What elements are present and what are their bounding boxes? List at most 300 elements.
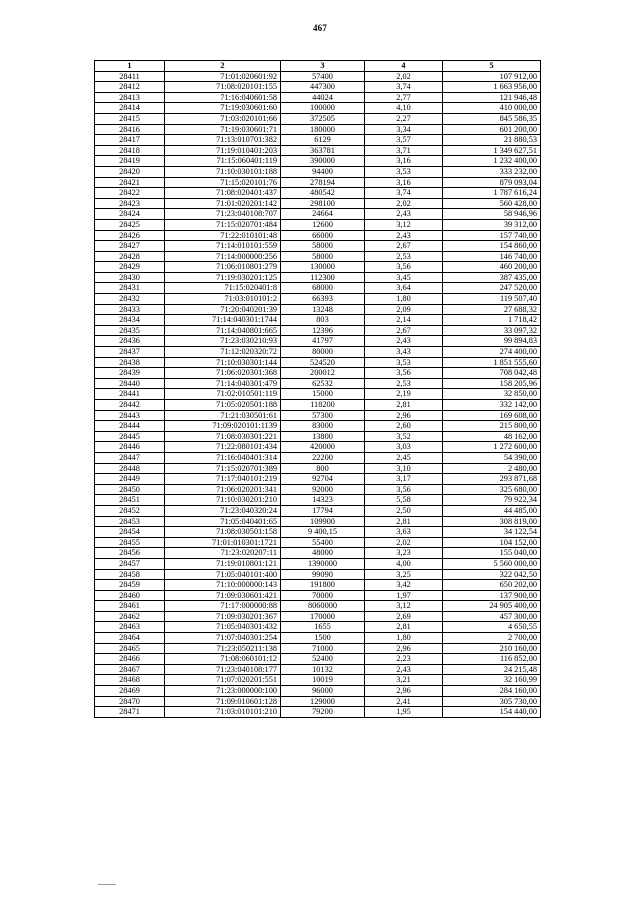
- table-row: [95, 336, 541, 347]
- rate-value: 3,74: [365, 82, 443, 93]
- cadastral-number: 71:08:020401:437: [165, 188, 281, 199]
- rate-value: 2,50: [365, 505, 443, 516]
- area-value: 278194: [281, 177, 365, 188]
- table-row: [95, 82, 541, 93]
- cadastral-number: 71:08:030501:158: [165, 527, 281, 538]
- table-row: [95, 527, 541, 538]
- table-row: [95, 135, 541, 146]
- rate-value: 3,12: [365, 219, 443, 230]
- cost-value: 32 850,00: [443, 389, 541, 400]
- cost-value: 410 000,00: [443, 103, 541, 114]
- table-row: [95, 569, 541, 580]
- rate-value: 3,16: [365, 156, 443, 167]
- table-row: [95, 601, 541, 612]
- rate-value: 2,09: [365, 304, 443, 315]
- area-value: 96000: [281, 686, 365, 697]
- area-value: 70000: [281, 590, 365, 601]
- row-number: 28425: [95, 219, 165, 230]
- cost-value: 24 905 400,00: [443, 601, 541, 612]
- rate-value: 2,96: [365, 410, 443, 421]
- cost-value: 1 663 956,00: [443, 82, 541, 93]
- table-row: [95, 92, 541, 103]
- area-value: 17794: [281, 505, 365, 516]
- row-number: 28464: [95, 633, 165, 644]
- area-value: 803: [281, 315, 365, 326]
- cost-value: 24 215,48: [443, 664, 541, 675]
- cadastral-number: 71:16:040601:58: [165, 92, 281, 103]
- area-value: 170000: [281, 611, 365, 622]
- cadastral-number: 71:15:060401:119: [165, 156, 281, 167]
- area-value: 8060000: [281, 601, 365, 612]
- table-body: [95, 71, 541, 717]
- rate-value: 2,19: [365, 389, 443, 400]
- cadastral-number: 71:15:020701:484: [165, 219, 281, 230]
- table-row: [95, 664, 541, 675]
- cadastral-number: 71:14:040301:1744: [165, 315, 281, 326]
- cadastral-number: 71:19:010401:203: [165, 145, 281, 156]
- area-value: 24664: [281, 209, 365, 220]
- row-number: 28460: [95, 590, 165, 601]
- rate-value: 3,12: [365, 601, 443, 612]
- cadastral-number: 71:19:030601:60: [165, 103, 281, 114]
- cost-value: 1 718,42: [443, 315, 541, 326]
- area-value: 800: [281, 463, 365, 474]
- area-value: 10019: [281, 675, 365, 686]
- area-value: 129000: [281, 696, 365, 707]
- cadastral-number: 71:19:030601:71: [165, 124, 281, 135]
- area-value: 298100: [281, 198, 365, 209]
- row-number: 28461: [95, 601, 165, 612]
- cadastral-number: 71:14:040801:665: [165, 325, 281, 336]
- area-value: 13248: [281, 304, 365, 315]
- table-row: [95, 622, 541, 633]
- table-row: [95, 484, 541, 495]
- table-row: [95, 421, 541, 432]
- cadastral-number: 71:23:020207:11: [165, 548, 281, 559]
- cost-value: 137 900,00: [443, 590, 541, 601]
- rate-value: 2,14: [365, 315, 443, 326]
- cadastral-number: 71:08:020101:155: [165, 82, 281, 93]
- row-number: 28436: [95, 336, 165, 347]
- cadastral-number: 71:19:030201:125: [165, 272, 281, 283]
- row-number: 28453: [95, 516, 165, 527]
- area-value: 1500: [281, 633, 365, 644]
- row-number: 28454: [95, 527, 165, 538]
- table-row: [95, 209, 541, 220]
- area-value: 1655: [281, 622, 365, 633]
- area-value: 66393: [281, 294, 365, 305]
- row-number: 28415: [95, 113, 165, 124]
- cost-value: 308 819,00: [443, 516, 541, 527]
- area-value: 44024: [281, 92, 365, 103]
- table-row: [95, 590, 541, 601]
- cost-value: 116 852,00: [443, 654, 541, 665]
- cadastral-number: 71:12:020320:72: [165, 347, 281, 358]
- table-row: [95, 410, 541, 421]
- area-value: 112300: [281, 272, 365, 283]
- page-number: 467: [312, 23, 328, 33]
- rate-value: 4,10: [365, 103, 443, 114]
- table-row: [95, 71, 541, 82]
- column-header: 1: [95, 61, 165, 72]
- area-value: 100000: [281, 103, 365, 114]
- area-value: 71000: [281, 643, 365, 654]
- rate-value: 2,81: [365, 400, 443, 411]
- cadastral-number: 71:09:030201:367: [165, 611, 281, 622]
- table-row: [95, 198, 541, 209]
- cadastral-number: 71:08:030301:221: [165, 431, 281, 442]
- area-value: 80000: [281, 347, 365, 358]
- row-number: 28445: [95, 431, 165, 442]
- row-number: 28430: [95, 272, 165, 283]
- table-row: [95, 378, 541, 389]
- cost-value: 58 946,96: [443, 209, 541, 220]
- column-header: 5: [443, 61, 541, 72]
- table-row: [95, 124, 541, 135]
- row-number: 28441: [95, 389, 165, 400]
- table-row: [95, 357, 541, 368]
- rate-value: 3,17: [365, 474, 443, 485]
- area-value: 363781: [281, 145, 365, 156]
- table-row: [95, 230, 541, 241]
- table-row: [95, 611, 541, 622]
- area-value: 92704: [281, 474, 365, 485]
- cadastral-number: 71:10:000000:143: [165, 580, 281, 591]
- cost-value: 4 650,55: [443, 622, 541, 633]
- cadastral-number: 71:15:020701:389: [165, 463, 281, 474]
- row-number: 28455: [95, 537, 165, 548]
- table-row: [95, 442, 541, 453]
- rate-value: 2,43: [365, 664, 443, 675]
- area-value: 83000: [281, 421, 365, 432]
- cadastral-number: 71:23:040320:24: [165, 505, 281, 516]
- rate-value: 3,42: [365, 580, 443, 591]
- row-number: 28446: [95, 442, 165, 453]
- rate-value: 2,96: [365, 686, 443, 697]
- row-number: 28418: [95, 145, 165, 156]
- cost-value: 332 142,00: [443, 400, 541, 411]
- cadastral-number: 71:17:040101:219: [165, 474, 281, 485]
- rate-value: 3,25: [365, 569, 443, 580]
- cost-value: 210 160,00: [443, 643, 541, 654]
- cadastral-number: 71:14:040301:479: [165, 378, 281, 389]
- row-number: 28417: [95, 135, 165, 146]
- cost-value: 322 042,50: [443, 569, 541, 580]
- cost-value: 99 894,83: [443, 336, 541, 347]
- area-value: 109900: [281, 516, 365, 527]
- row-number: 28427: [95, 241, 165, 252]
- cost-value: 879 093,04: [443, 177, 541, 188]
- table-row: [95, 272, 541, 283]
- rate-value: 2,67: [365, 241, 443, 252]
- row-number: 28412: [95, 82, 165, 93]
- row-number: 28438: [95, 357, 165, 368]
- cadastral-number: 71:03:020101:66: [165, 113, 281, 124]
- area-value: 57400: [281, 71, 365, 82]
- rate-value: 3,71: [365, 145, 443, 156]
- cost-value: 1 787 616,24: [443, 188, 541, 199]
- cadastral-number: 71:06:020201:341: [165, 484, 281, 495]
- rate-value: 3,53: [365, 166, 443, 177]
- footer-rule: [98, 884, 116, 885]
- cost-value: 107 912,00: [443, 71, 541, 82]
- table-row: [95, 686, 541, 697]
- area-value: 390000: [281, 156, 365, 167]
- cost-value: 39 312,00: [443, 219, 541, 230]
- table-row: [95, 558, 541, 569]
- table-row: [95, 156, 541, 167]
- row-number: 28414: [95, 103, 165, 114]
- cost-value: 154 860,00: [443, 241, 541, 252]
- cost-value: 845 586,35: [443, 113, 541, 124]
- row-number: 28422: [95, 188, 165, 199]
- cadastral-number: 71:20:040201:39: [165, 304, 281, 315]
- cost-value: 1 232 400,00: [443, 156, 541, 167]
- row-number: 28456: [95, 548, 165, 559]
- row-number: 28439: [95, 368, 165, 379]
- cost-value: 154 440,00: [443, 707, 541, 718]
- cost-value: 79 922,34: [443, 495, 541, 506]
- cadastral-number: 71:05:040101:400: [165, 569, 281, 580]
- row-number: 28448: [95, 463, 165, 474]
- cost-value: 158 205,96: [443, 378, 541, 389]
- cadastral-number: 71:02:010501:119: [165, 389, 281, 400]
- area-value: 13800: [281, 431, 365, 442]
- cadastral-number: 71:03:010101:2: [165, 294, 281, 305]
- area-value: 22200: [281, 452, 365, 463]
- cadastral-number: 71:10:030201:210: [165, 495, 281, 506]
- cost-value: 247 520,00: [443, 283, 541, 294]
- cost-value: 601 200,00: [443, 124, 541, 135]
- cost-value: 560 428,00: [443, 198, 541, 209]
- cost-value: 284 160,00: [443, 686, 541, 697]
- cost-value: 32 160,99: [443, 675, 541, 686]
- table-row: [95, 315, 541, 326]
- rate-value: 1,97: [365, 590, 443, 601]
- area-value: 480542: [281, 188, 365, 199]
- table-row: [95, 431, 541, 442]
- rate-value: 2,53: [365, 251, 443, 262]
- cost-value: 157 740,00: [443, 230, 541, 241]
- table-row: [95, 463, 541, 474]
- row-number: 28424: [95, 209, 165, 220]
- table-row: [95, 696, 541, 707]
- table-row: [95, 548, 541, 559]
- rate-value: 2,23: [365, 654, 443, 665]
- cadastral-number: 71:14:000000:256: [165, 251, 281, 262]
- rate-value: 3,21: [365, 675, 443, 686]
- rate-value: 2,81: [365, 622, 443, 633]
- cadastral-number: 71:01:020201:142: [165, 198, 281, 209]
- row-number: 28435: [95, 325, 165, 336]
- cost-value: 119 507,40: [443, 294, 541, 305]
- column-header: 4: [365, 61, 443, 72]
- cadastral-table: [94, 60, 541, 718]
- table-row: [95, 251, 541, 262]
- row-number: 28420: [95, 166, 165, 177]
- cost-value: 1 851 555,60: [443, 357, 541, 368]
- table-row: [95, 400, 541, 411]
- cost-value: 54 390,00: [443, 452, 541, 463]
- rate-value: 2,53: [365, 378, 443, 389]
- row-number: 28432: [95, 294, 165, 305]
- cadastral-number: 71:23:050211:138: [165, 643, 281, 654]
- row-number: 28423: [95, 198, 165, 209]
- area-value: 41797: [281, 336, 365, 347]
- cost-value: 460 200,00: [443, 262, 541, 273]
- row-number: 28467: [95, 664, 165, 675]
- rate-value: 3,57: [365, 135, 443, 146]
- cadastral-number: 71:23:040108:707: [165, 209, 281, 220]
- cost-value: 333 232,00: [443, 166, 541, 177]
- cost-value: 1 349 627,51: [443, 145, 541, 156]
- area-value: 9 400,15: [281, 527, 365, 538]
- area-value: 62532: [281, 378, 365, 389]
- area-value: 180000: [281, 124, 365, 135]
- rate-value: 2,27: [365, 113, 443, 124]
- area-value: 48000: [281, 548, 365, 559]
- area-value: 94400: [281, 166, 365, 177]
- rate-value: 3,56: [365, 262, 443, 273]
- cost-value: 169 608,00: [443, 410, 541, 421]
- area-value: 79200: [281, 707, 365, 718]
- table-row: [95, 537, 541, 548]
- row-number: 28444: [95, 421, 165, 432]
- cadastral-number: 71:10:030101:188: [165, 166, 281, 177]
- cost-value: 155 040,00: [443, 548, 541, 559]
- row-number: 28429: [95, 262, 165, 273]
- cadastral-number: 71:23:040108:177: [165, 664, 281, 675]
- cost-value: 34 122,54: [443, 527, 541, 538]
- table-row: [95, 219, 541, 230]
- cadastral-number: 71:22:010101:48: [165, 230, 281, 241]
- rate-value: 1,80: [365, 294, 443, 305]
- area-value: 118200: [281, 400, 365, 411]
- cost-value: 2 700,00: [443, 633, 541, 644]
- cadastral-number: 71:07:040301:254: [165, 633, 281, 644]
- table-row: [95, 389, 541, 400]
- cadastral-number: 71:23:000000:100: [165, 686, 281, 697]
- row-number: 28443: [95, 410, 165, 421]
- area-value: 191800: [281, 580, 365, 591]
- area-value: 68000: [281, 283, 365, 294]
- table-row: [95, 643, 541, 654]
- cadastral-number: 71:08:060101:12: [165, 654, 281, 665]
- table-row: [95, 452, 541, 463]
- table-row: [95, 707, 541, 718]
- row-number: 28428: [95, 251, 165, 262]
- table-row: [95, 516, 541, 527]
- cadastral-number: 71:17:000000:88: [165, 601, 281, 612]
- table-row: [95, 675, 541, 686]
- area-value: 447300: [281, 82, 365, 93]
- cadastral-number: 71:09:030601:421: [165, 590, 281, 601]
- area-value: 200012: [281, 368, 365, 379]
- cost-value: 1 272 600,00: [443, 442, 541, 453]
- rate-value: 2,45: [365, 452, 443, 463]
- row-number: 28462: [95, 611, 165, 622]
- column-header: 3: [281, 61, 365, 72]
- rate-value: 3,74: [365, 188, 443, 199]
- rate-value: 3,64: [365, 283, 443, 294]
- cadastral-number: 71:09:020101:1139: [165, 421, 281, 432]
- cadastral-number: 71:15:020401:8: [165, 283, 281, 294]
- table-row: [95, 580, 541, 591]
- cost-value: 457 300,00: [443, 611, 541, 622]
- row-number: 28437: [95, 347, 165, 358]
- cadastral-number: 71:15:020101:76: [165, 177, 281, 188]
- rate-value: 2,60: [365, 421, 443, 432]
- row-number: 28413: [95, 92, 165, 103]
- area-value: 14323: [281, 495, 365, 506]
- rate-value: 3,03: [365, 442, 443, 453]
- rate-value: 2,02: [365, 537, 443, 548]
- cost-value: 387 435,00: [443, 272, 541, 283]
- area-value: 92000: [281, 484, 365, 495]
- cost-value: 215 800,00: [443, 421, 541, 432]
- table-row: [95, 347, 541, 358]
- cadastral-number: 71:23:030210:93: [165, 336, 281, 347]
- rate-value: 3,52: [365, 431, 443, 442]
- cadastral-number: 71:16:040401:314: [165, 452, 281, 463]
- cadastral-number: 71:19:010801:121: [165, 558, 281, 569]
- cost-value: 21 880,53: [443, 135, 541, 146]
- rate-value: 2,41: [365, 696, 443, 707]
- cadastral-number: 71:01:010301:1721: [165, 537, 281, 548]
- area-value: 12396: [281, 325, 365, 336]
- cost-value: 48 162,00: [443, 431, 541, 442]
- area-value: 52400: [281, 654, 365, 665]
- cadastral-number: 71:05:040301:432: [165, 622, 281, 633]
- row-number: 28411: [95, 71, 165, 82]
- rate-value: 3,43: [365, 347, 443, 358]
- cadastral-number: 71:01:020601:92: [165, 71, 281, 82]
- area-value: 57300: [281, 410, 365, 421]
- area-value: 10132: [281, 664, 365, 675]
- row-number: 28419: [95, 156, 165, 167]
- cost-value: 27 688,32: [443, 304, 541, 315]
- area-value: 15000: [281, 389, 365, 400]
- rate-value: 4,00: [365, 558, 443, 569]
- row-number: 28421: [95, 177, 165, 188]
- cadastral-number: 71:06:010801:279: [165, 262, 281, 273]
- cost-value: 2 480,00: [443, 463, 541, 474]
- row-number: 28416: [95, 124, 165, 135]
- table-row: [95, 103, 541, 114]
- area-value: 12600: [281, 219, 365, 230]
- table-row: [95, 325, 541, 336]
- rate-value: 2,69: [365, 611, 443, 622]
- area-value: 66000: [281, 230, 365, 241]
- area-value: 58000: [281, 251, 365, 262]
- row-number: 28459: [95, 580, 165, 591]
- cadastral-number: 71:22:080101:434: [165, 442, 281, 453]
- rate-value: 2,43: [365, 230, 443, 241]
- table-row: [95, 495, 541, 506]
- rate-value: 2,67: [365, 325, 443, 336]
- cadastral-number: 71:05:020501:188: [165, 400, 281, 411]
- area-value: 130000: [281, 262, 365, 273]
- rate-value: 1,95: [365, 707, 443, 718]
- row-number: 28449: [95, 474, 165, 485]
- cost-value: 650 202,00: [443, 580, 541, 591]
- cadastral-number: 71:05:040401:65: [165, 516, 281, 527]
- rate-value: 3,53: [365, 357, 443, 368]
- row-number: 28450: [95, 484, 165, 495]
- cost-value: 274 400,00: [443, 347, 541, 358]
- row-number: 28465: [95, 643, 165, 654]
- row-number: 28447: [95, 452, 165, 463]
